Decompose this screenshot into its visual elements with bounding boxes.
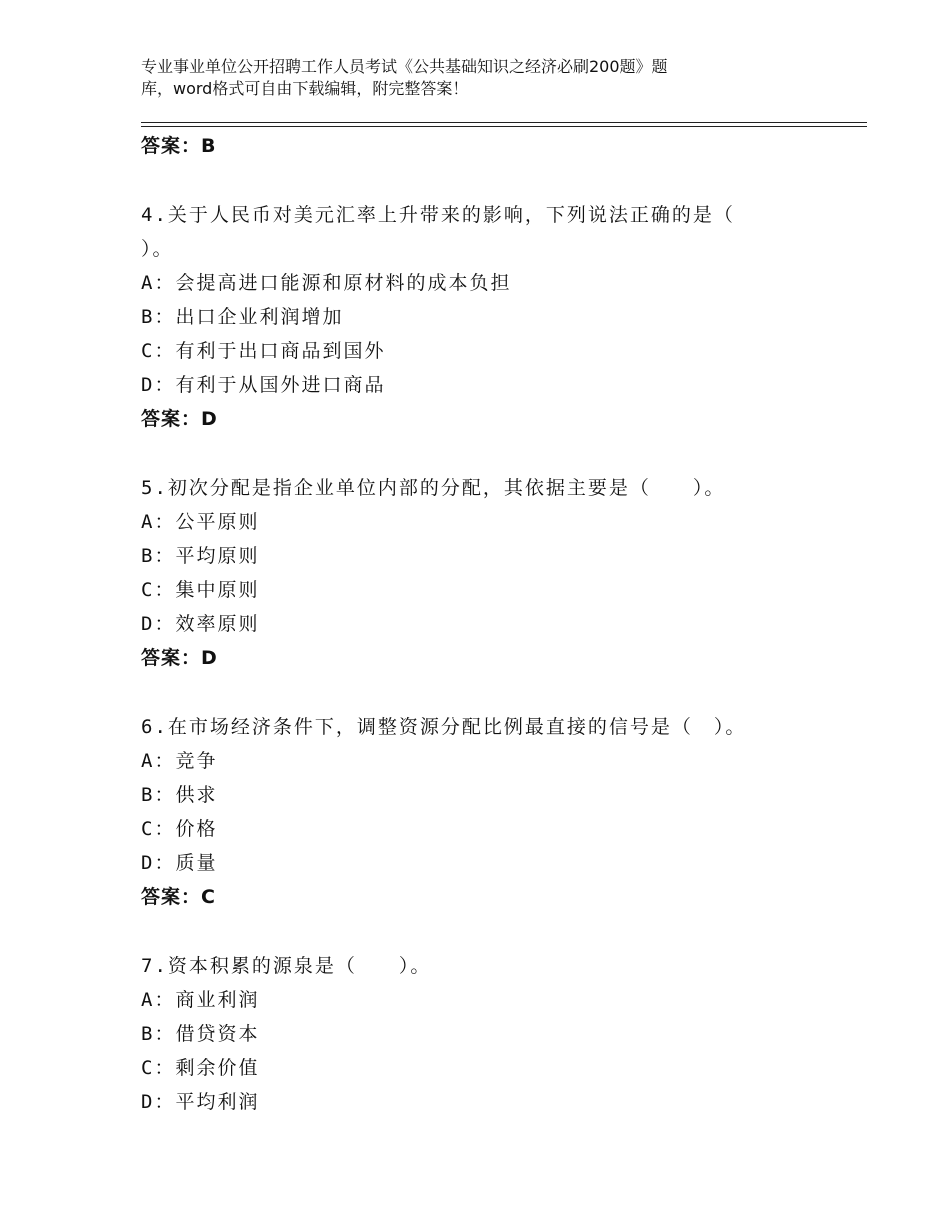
question-4-stem-line-2: ）。 (141, 238, 174, 260)
question-4-option-b: B：出口企业利润增加 (141, 306, 344, 328)
question-7-option-c: C：剩余价值 (141, 1057, 260, 1079)
question-5-stem: 5.初次分配是指企业单位内部的分配，其依据主要是（ ）。 (141, 477, 726, 499)
question-5-option-d: D：效率原则 (141, 613, 260, 635)
question-5-option-a: A：公平原则 (141, 511, 260, 533)
header-line-1: 专业事业单位公开招聘工作人员考试《公共基础知识之经济必刷200题》题 (141, 57, 668, 76)
question-5-option-b: B：平均原则 (141, 545, 260, 567)
question-4-option-a: A：会提高进口能源和原材料的成本负担 (141, 272, 512, 294)
question-6-stem: 6.在市场经济条件下，调整资源分配比例最直接的信号是（ ）。 (141, 716, 747, 738)
header-line-2: 库，word格式可自由下载编辑，附完整答案！ (141, 79, 469, 98)
question-6-option-d: D：质量 (141, 852, 218, 874)
question-6-option-b: B：供求 (141, 784, 218, 806)
header-divider-bottom (141, 126, 867, 127)
header-divider-top (141, 122, 867, 123)
question-7-option-b: B：借贷资本 (141, 1023, 260, 1045)
question-7-stem: 7.资本积累的源泉是（ ）。 (141, 955, 432, 977)
question-7-option-a: A：商业利润 (141, 989, 260, 1011)
question-7-option-d: D：平均利润 (141, 1091, 260, 1113)
question-4-stem-line-1: 4.关于人民币对美元汇率上升带来的影响，下列说法正确的是（ (141, 204, 735, 226)
question-5-answer: 答案：D (141, 647, 218, 669)
question-6-option-a: A：竞争 (141, 750, 218, 772)
question-4-option-c: C：有利于出口商品到国外 (141, 340, 386, 362)
question-4-option-d: D：有利于从国外进口商品 (141, 374, 386, 396)
question-4-answer: 答案：D (141, 408, 218, 430)
question-5-option-c: C：集中原则 (141, 579, 260, 601)
question-6-option-c: C：价格 (141, 818, 218, 840)
document-header (141, 56, 781, 100)
question-6-answer: 答案：C (141, 886, 216, 908)
answer-previous: 答案：B (141, 135, 217, 157)
